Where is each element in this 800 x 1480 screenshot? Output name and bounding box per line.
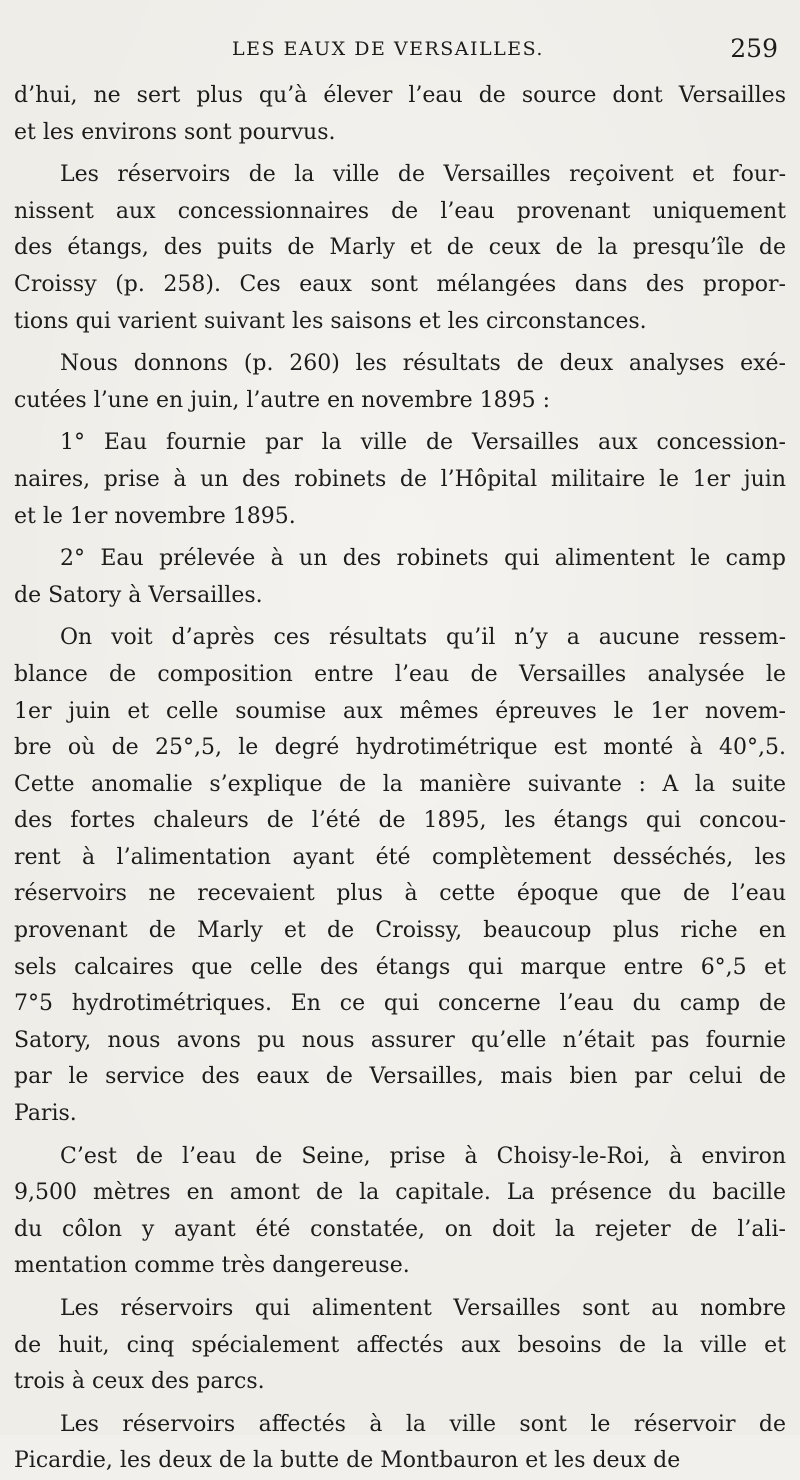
text-line: provenant de Marly et de Croissy, beaucoup plus riche en — [14, 918, 786, 944]
text-line: naires, prise à un des robinets de l’Hôpital militaire le 1er juin — [14, 466, 786, 492]
text-line: 9,500 mètres en amont de la capitale. La présence du bacille — [14, 1180, 786, 1206]
page-number: 259 — [730, 34, 778, 63]
text-line: réservoirs ne recevaient plus à cette époque que de l’eau — [14, 881, 786, 907]
text-line: Les réservoirs affectés à la ville sont le réservoir de — [60, 1411, 786, 1437]
text-line: et les environs sont pourvus. — [14, 119, 336, 145]
text-line: sels calcaires que celle des étangs qui marque entre 6°,5 et — [14, 954, 786, 980]
text-line: 7°5 hydrotimétriques. En ce qui concerne l’eau du camp de — [14, 991, 786, 1017]
paragraph — [14, 425, 786, 535]
text-line: rent à l’alimentation ayant été complètement desséchés, les — [14, 844, 786, 870]
text-line: Les réservoirs qui alimentent Versailles sont au nombre — [60, 1296, 786, 1321]
text-line: de Satory à Versailles. — [14, 582, 263, 608]
text-line: des fortes chaleurs de l’été de 1895, les étangs qui concou- — [14, 808, 786, 834]
text-line: cutées l’une en juin, l’autre en novembre 1895 : — [14, 387, 550, 413]
text-line: C’est de l’eau de Seine, prise à Choisy-le-Roi, à environ — [60, 1143, 786, 1169]
text-line: tions qui varient suivant les saisons et les circonstances. — [14, 308, 647, 334]
paragraph — [14, 78, 786, 151]
text-line: 2° Eau prélevée à un des robinets qui alimentent le camp — [60, 546, 786, 572]
text-line: Cette anomalie s’explique de la manière suivante : A la suite — [14, 771, 786, 797]
paragraph — [14, 1139, 786, 1285]
paragraph — [14, 541, 786, 614]
running-title: LES EAUX DE VERSAILLES. — [232, 38, 544, 60]
text-line: Satory, nous avons pu nous assurer qu’elle n’était pas fournie — [14, 1027, 786, 1053]
paragraph — [14, 1291, 786, 1401]
text-line: par le service des eaux de Versailles, mais bien par celui de — [14, 1064, 786, 1090]
text-line: Picardie, les deux de la butte de Montbauron et les deux de — [14, 1448, 681, 1474]
text-line: d’hui, ne sert plus qu’à élever l’eau de source dont Versailles — [14, 83, 786, 108]
text-line: du côlon y ayant été constatée, on doit la rejeter de l’ali- — [14, 1216, 786, 1242]
paragraph — [14, 157, 786, 340]
running-head — [0, 28, 800, 68]
text-line: blance de composition entre l’eau de Versailles analysée le — [14, 661, 786, 687]
text-line: et le 1er novembre 1895. — [14, 503, 296, 529]
text-line: nissent aux concessionnaires de l’eau provenant uniquement — [14, 198, 786, 224]
text-line: trois à ceux des parcs. — [14, 1369, 265, 1395]
text-line: mentation comme très dangereuse. — [14, 1253, 410, 1279]
text-line: Croissy (p. 258). Ces eaux sont mélangées dans des propor- — [14, 271, 786, 297]
text-line: Les réservoirs de la ville de Versailles reçoivent et four- — [60, 162, 786, 188]
text-line: de huit, cinq spécialement affectés aux besoins de la ville et — [14, 1332, 786, 1358]
text-line: des étangs, des puits de Marly et de ceux de la presqu’île de — [14, 235, 786, 261]
text-line: 1° Eau fournie par la ville de Versailles aux concession- — [60, 430, 786, 456]
paragraph — [14, 346, 786, 419]
text-line: bre où de 25°,5, le degré hydrotimétrique est monté à 40°,5. — [14, 735, 786, 761]
paragraph — [14, 620, 786, 1132]
text-line: Nous donnons (p. 260) les résultats de deux analyses exé- — [60, 351, 786, 377]
paragraph — [14, 1407, 786, 1480]
text-line: Paris. — [14, 1101, 77, 1127]
body-text — [14, 78, 786, 1480]
text-line: On voit d’après ces résultats qu’il n’y a aucune ressem- — [60, 625, 786, 651]
text-line: 1er juin et celle soumise aux mêmes épreuves le 1er novem- — [14, 698, 786, 724]
